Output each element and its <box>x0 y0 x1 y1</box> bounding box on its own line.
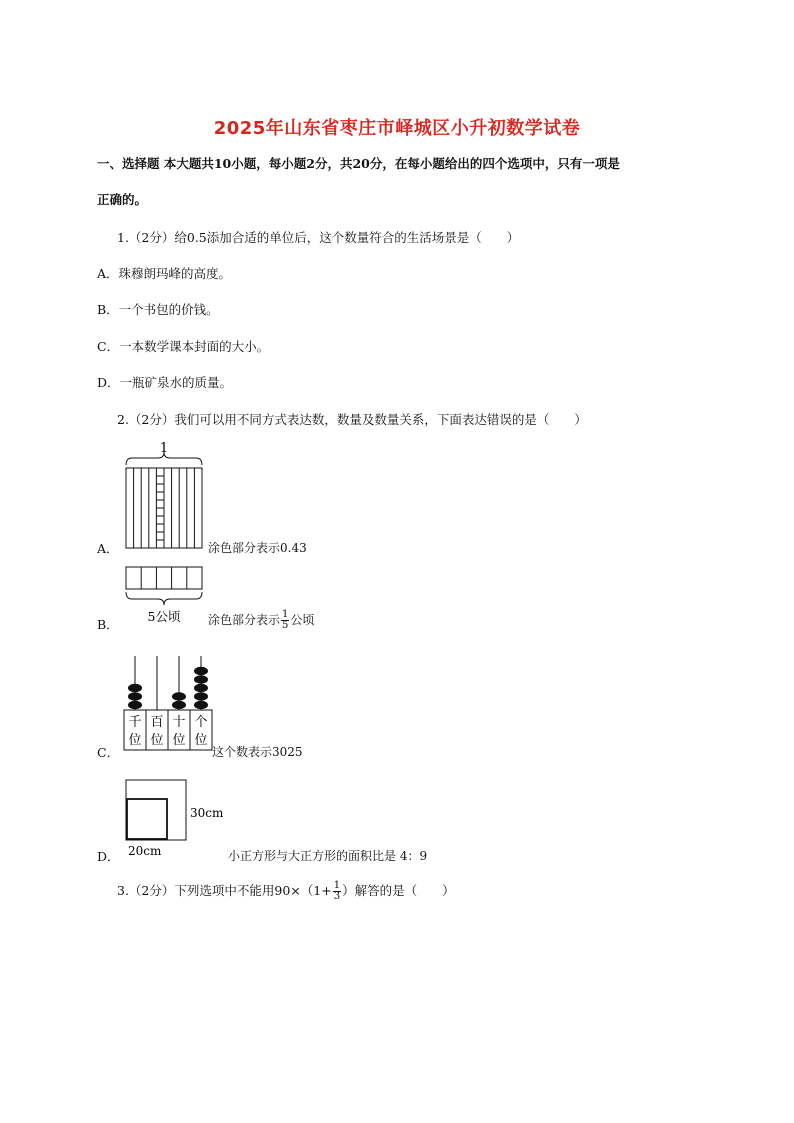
abacus-bead <box>194 667 208 675</box>
abacus-bead <box>128 701 142 709</box>
question-2-option-d-label[interactable]: D． <box>97 849 120 864</box>
question-2-stem: 2.（2分）我们可以用不同方式表达数，数量及数量关系，下面表达错误的是（ ） <box>117 412 587 427</box>
small-square-side-label: 20cm <box>128 844 162 858</box>
question-2-option-d-figure <box>118 776 238 864</box>
abacus-bead <box>194 675 208 683</box>
question-3-stem: 3.（2分）下列选项中不能用90×（1+ $\frac{1}{3}$ ）解答的是（ ） <box>117 880 455 902</box>
svg-text:位: 位 <box>194 733 208 748</box>
figure-b-bottom-label: 5公顷 <box>147 609 181 624</box>
question-1-option-b[interactable]: B．一个书包的价钱。 <box>97 302 219 317</box>
option-b-text-pre: 涂色部分表示 <box>208 613 281 627</box>
question-1-stem: 1.（2分）给0.5添加合适的单位后，这个数量符合的生活场景是（ ） <box>117 230 520 245</box>
section-heading: 一、选择题 本大题共10小题，每小题2分，共20分，在每小题给出的四个选项中，只有一项是 <box>97 156 620 171</box>
page-title: 2025年山东省枣庄市峄城区小升初数学试卷 <box>213 118 581 139</box>
fraction-one-fifth: $\frac{1}{5}$ <box>282 609 289 631</box>
fraction-one-third: $\frac{1}{3}$ <box>333 880 341 902</box>
section-heading-cont: 正确的。 <box>97 192 148 207</box>
question-2-option-a-label[interactable]: A． <box>97 541 119 556</box>
abacus-bead <box>128 692 142 700</box>
question-2-option-b-figure <box>118 563 210 629</box>
abacus-bead <box>194 692 208 700</box>
question-2-option-c-text: 这个数表示3025 <box>212 745 303 759</box>
hundred-grid <box>126 468 202 548</box>
figure-a-top-label: 1 <box>159 441 169 456</box>
question-2-option-b-label[interactable]: B． <box>97 617 119 632</box>
question-1-option-c[interactable]: C．一本数学课本封面的大小。 <box>97 339 270 354</box>
big-square-side-label: 30cm <box>190 806 224 820</box>
svg-text:位: 位 <box>172 733 186 748</box>
abacus-bead <box>194 684 208 692</box>
question-2-option-a-figure <box>118 438 210 557</box>
abacus-bead <box>194 701 208 709</box>
question-2-option-c-abacus <box>118 652 214 758</box>
svg-text:位: 位 <box>128 733 142 748</box>
abacus-bead <box>172 701 186 709</box>
abacus-place-tens: 十 <box>172 715 186 730</box>
abacus-place-hundreds: 百 <box>150 715 164 730</box>
abacus-place-thousands: 千 <box>128 715 142 730</box>
abacus-bead <box>128 684 142 692</box>
question-2-option-a-text: 涂色部分表示0.43 <box>208 541 307 555</box>
abacus-bead <box>172 692 186 700</box>
abacus-place-ones: 个 <box>194 715 208 730</box>
option-b-text-post: 公顷 <box>290 613 315 627</box>
question-1-option-d[interactable]: D．一瓶矿泉水的质量。 <box>97 375 233 390</box>
question-2-option-b-text <box>208 610 314 631</box>
question-2-option-d-text: 小正方形与大正方形的面积比是 4：9 <box>228 849 428 863</box>
question-2-option-c-label[interactable]: C． <box>97 745 120 760</box>
svg-text:位: 位 <box>150 733 164 748</box>
question-1-option-a[interactable]: A．珠穆朗玛峰的高度。 <box>97 266 232 281</box>
